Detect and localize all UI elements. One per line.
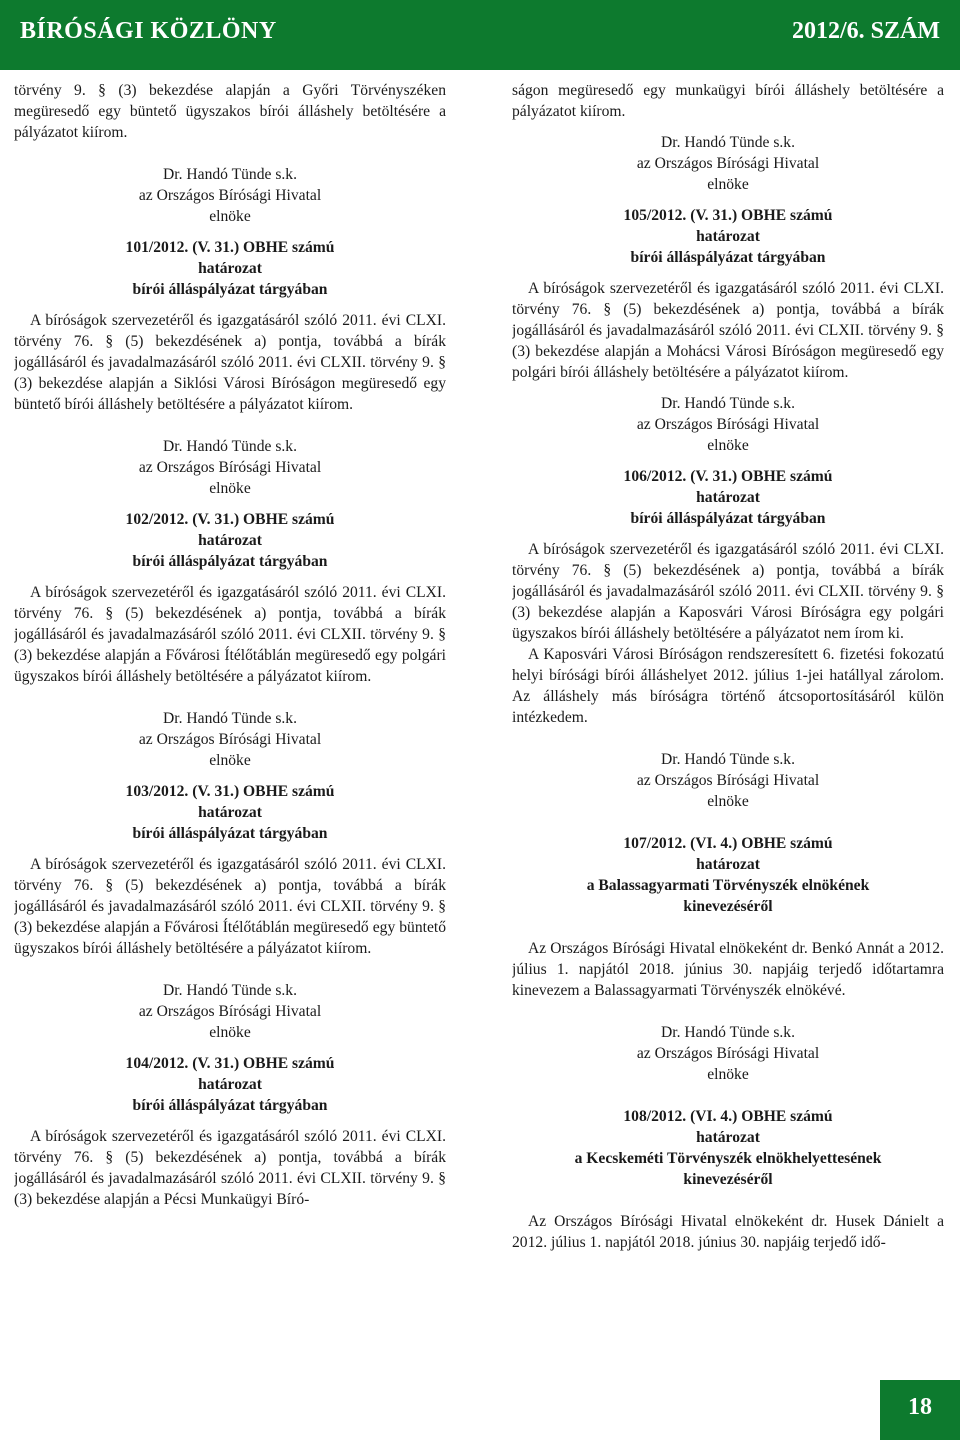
- decision-body: A bíróságok szervezetéről és igazgatásáról szóló 2011. évi CLXI. törvény 76. § (5) bekezdésének a) pontja, továbbá a bírák jogállásáról és javadalmazásáról szóló 2011. évi CLXII. törvény 9. § (3) bekezdése alapján a Fővárosi Ítélőtáblán megüresedő egy polgári ügyszakos bírói álláshely betöltésére a pályázatot kiírom.: [14, 584, 446, 685]
- right-column: [512, 80, 944, 1368]
- decision-body: A bíróságok szervezetéről és igazgatásáról szóló 2011. évi CLXI. törvény 76. § (5) bekezdésének a) pontja, továbbá a bírák jogállásáról és javadalmazásáról szóló 2011. évi CLXII. törvény 9. § (3) bekezdése alapján a Kaposvári Városi Bíróságra egy polgári ügyszakos bírói álláshely betöltésére a pályázatot nem írom ki.: [512, 541, 944, 642]
- decision-title: 102/2012. (V. 31.) OBHE számú: [125, 511, 335, 528]
- page-header: [0, 0, 960, 70]
- decision-subtitle: határozat: [198, 804, 262, 821]
- left-column: [14, 80, 446, 1368]
- decision-title: 103/2012. (V. 31.) OBHE számú: [125, 783, 335, 800]
- signature-name: Dr. Handó Tünde s.k.: [163, 710, 297, 727]
- decision-topic: a Kecskeméti Törvényszék elnökhelyettesének kinevezéséről: [574, 1150, 882, 1188]
- decision-subtitle: határozat: [696, 489, 760, 506]
- page-number-box: [880, 1380, 960, 1440]
- decision-body: Az Országos Bírósági Hivatal elnökeként dr. Benkó Annát a 2012. július 1. napjától 2018. június 30. napjáig terjedő időtartamra kinevezem a Balassagyarmati Törvényszék elnökévé.: [512, 940, 944, 999]
- decision-subtitle: határozat: [696, 856, 760, 873]
- signature-org: az Országos Bírósági Hivatal: [138, 459, 322, 476]
- decision-subtitle: határozat: [198, 260, 262, 277]
- signature-role: elnöke: [209, 480, 251, 497]
- signature: [14, 436, 446, 499]
- signature-name: Dr. Handó Tünde s.k.: [661, 1024, 795, 1041]
- signature: [512, 132, 944, 195]
- decision-body-2: A Kaposvári Városi Bíróságon rendszeresített 6. fizetési fokozatú helyi bírósági bírói álláshelyet 2012. július 1-jei hatállyal zárolom. Az álláshely más bíróságra történő átcsoportosításáról külön intézkedem.: [512, 646, 944, 726]
- signature-org: az Országos Bírósági Hivatal: [138, 187, 322, 204]
- decision-title: 104/2012. (V. 31.) OBHE számú: [125, 1055, 335, 1072]
- decision-body: Az Országos Bírósági Hivatal elnökeként dr. Husek Dánielt a 2012. július 1. napjától 2018. június 30. napjáig terjedő idő-: [512, 1213, 944, 1251]
- signature-role: elnöke: [707, 793, 749, 810]
- signature: [14, 980, 446, 1043]
- signature-org: az Országos Bírósági Hivatal: [138, 1003, 322, 1020]
- decision-body: A bíróságok szervezetéről és igazgatásáról szóló 2011. évi CLXI. törvény 76. § (5) bekezdésének a) pontja, továbbá a bírák jogállásáról és javadalmazásáról szóló 2011. évi CLXII. törvény 9. § (3) bekezdése alapján a Fővárosi Ítélőtáblán megüresedő egy büntető ügyszakos bírói álláshely betöltésére a pályázatot kiírom.: [14, 856, 446, 957]
- signature: [512, 393, 944, 456]
- decision-subtitle: határozat: [696, 1129, 760, 1146]
- decision-heading-104: [14, 1053, 446, 1116]
- signature-name: Dr. Handó Tünde s.k.: [661, 751, 795, 768]
- decision-title: 107/2012. (VI. 4.) OBHE számú: [623, 835, 833, 852]
- signature: [14, 708, 446, 771]
- decision-heading-102: [14, 509, 446, 572]
- decision-subtitle: határozat: [696, 228, 760, 245]
- decision-heading-105: [512, 205, 944, 268]
- issue-number: 2012/6. SZÁM: [791, 18, 940, 44]
- decision-topic: bírói álláspályázat tárgyában: [630, 510, 826, 527]
- decision-topic: a Balassagyarmati Törvényszék elnökének kinevezéséről: [586, 877, 870, 915]
- signature-name: Dr. Handó Tünde s.k.: [163, 982, 297, 999]
- decision-subtitle: határozat: [198, 1076, 262, 1093]
- decision-topic: bírói álláspályázat tárgyában: [132, 281, 328, 298]
- decision-heading-101: [14, 237, 446, 300]
- signature-org: az Országos Bírósági Hivatal: [636, 416, 820, 433]
- decision-body: A bíróságok szervezetéről és igazgatásáról szóló 2011. évi CLXI. törvény 76. § (5) bekezdésének a) pontja, továbbá a bírák jogállásáról és javadalmazásáról szóló 2011. évi CLXII. törvény 9. § (3) bekezdése alapján a Pécsi Munkaügyi Bíró-: [14, 1128, 446, 1208]
- decision-topic: bírói álláspályázat tárgyában: [132, 1097, 328, 1114]
- signature: [512, 1022, 944, 1085]
- signature-role: elnöke: [707, 437, 749, 454]
- journal-title: BÍRÓSÁGI KÖZLÖNY: [20, 18, 277, 44]
- decision-title: 106/2012. (V. 31.) OBHE számú: [623, 468, 833, 485]
- decision-heading-106: [512, 466, 944, 529]
- paragraph-continued: ságon megüresedő egy munkaügyi bírói álláshely betöltésére a pályázatot kiírom.: [512, 82, 944, 120]
- decision-subtitle: határozat: [198, 532, 262, 549]
- decision-title: 101/2012. (V. 31.) OBHE számú: [125, 239, 335, 256]
- signature-org: az Országos Bírósági Hivatal: [138, 731, 322, 748]
- signature: [14, 164, 446, 227]
- signature-org: az Országos Bírósági Hivatal: [636, 772, 820, 789]
- decision-heading-108: [512, 1106, 944, 1190]
- decision-topic: bírói álláspályázat tárgyában: [630, 249, 826, 266]
- decision-title: 108/2012. (VI. 4.) OBHE számú: [623, 1108, 833, 1125]
- signature-role: elnöke: [707, 176, 749, 193]
- signature-org: az Országos Bírósági Hivatal: [636, 1045, 820, 1062]
- signature-name: Dr. Handó Tünde s.k.: [661, 134, 795, 151]
- signature-name: Dr. Handó Tünde s.k.: [163, 438, 297, 455]
- signature-role: elnöke: [209, 208, 251, 225]
- decision-topic: bírói álláspályázat tárgyában: [132, 553, 328, 570]
- decision-body: A bíróságok szervezetéről és igazgatásáról szóló 2011. évi CLXI. törvény 76. § (5) bekezdésének a) pontja, továbbá a bírák jogállásáról és javadalmazásáról szóló 2011. évi CLXII. törvény 9. § (3) bekezdése alapján a Mohácsi Városi Bíróságon megüresedő egy polgári bírói álláshely betöltésére a pályázatot kiírom.: [512, 280, 944, 381]
- decision-heading-103: [14, 781, 446, 844]
- signature-role: elnöke: [707, 1066, 749, 1083]
- page-number: 18: [908, 1394, 932, 1420]
- signature: [512, 749, 944, 812]
- paragraph-intro: törvény 9. § (3) bekezdése alapján a Győri Törvényszéken megüresedő egy büntető ügyszakos bírói álláshely betöltésére a pályázatot kiírom.: [14, 82, 446, 141]
- decision-heading-107: [512, 833, 944, 917]
- signature-role: elnöke: [209, 752, 251, 769]
- decision-topic: bírói álláspályázat tárgyában: [132, 825, 328, 842]
- signature-role: elnöke: [209, 1024, 251, 1041]
- signature-name: Dr. Handó Tünde s.k.: [163, 166, 297, 183]
- signature-org: az Országos Bírósági Hivatal: [636, 155, 820, 172]
- signature-name: Dr. Handó Tünde s.k.: [661, 395, 795, 412]
- decision-title: 105/2012. (V. 31.) OBHE számú: [623, 207, 833, 224]
- decision-body: A bíróságok szervezetéről és igazgatásáról szóló 2011. évi CLXI. törvény 76. § (5) bekezdésének a) pontja, továbbá a bírák jogállásáról és javadalmazásáról szóló 2011. évi CLXII. törvény 9. § (3) bekezdése alapján a Siklósi Városi Bíróságon megüresedő egy büntető bírói álláshely betöltésére a pályázatot kiírom.: [14, 312, 446, 413]
